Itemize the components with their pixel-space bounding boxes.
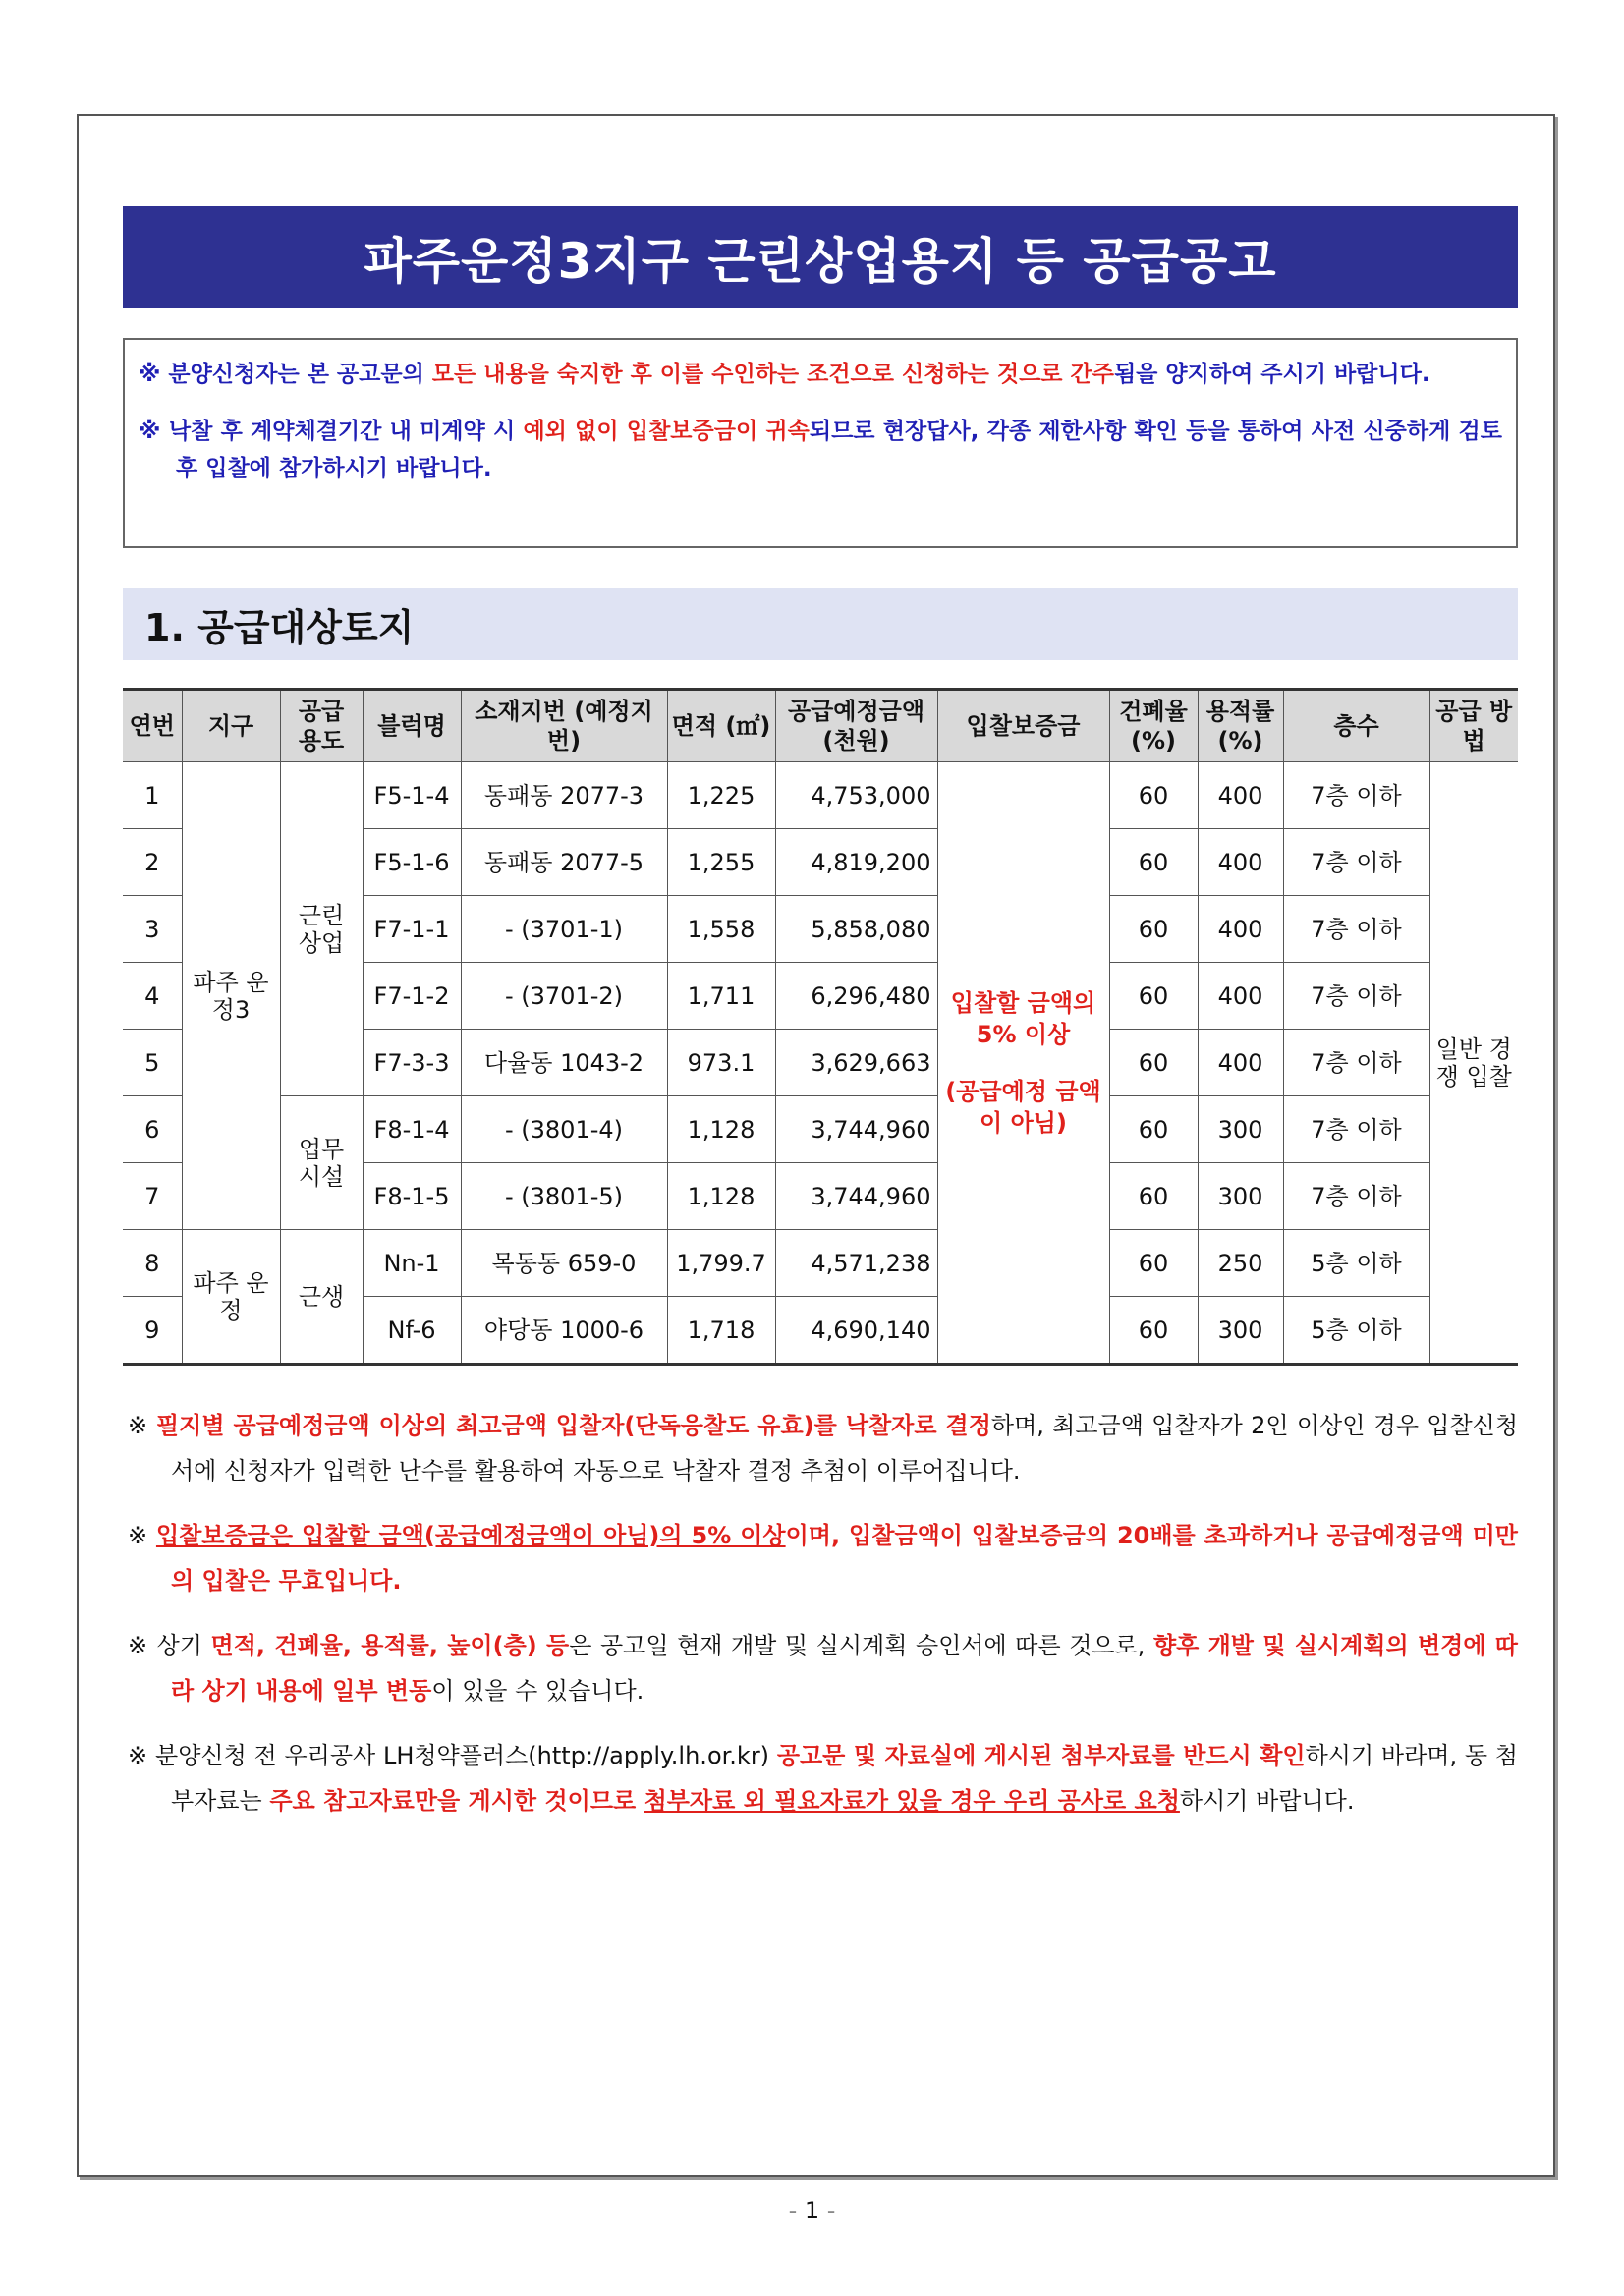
note-2: ※ 입찰보증금은 입찰할 금액(공급예정금액이 아님)의 5% 이상이며, 입찰금액이 입찰보증금의 20배를 초과하거나 공급예정금액 미만의 입찰은 무효입니다. xyxy=(128,1522,1518,1595)
cell-bcr: 60 xyxy=(1109,1230,1198,1297)
header-bcr: 건폐율 (%) xyxy=(1109,690,1198,762)
cell-floors: 7층 이하 xyxy=(1283,1096,1429,1163)
cell-floors: 7층 이하 xyxy=(1283,1163,1429,1230)
cell-area: 1,799.7 xyxy=(667,1230,775,1297)
cell-area: 1,711 xyxy=(667,963,775,1030)
cell-no: 4 xyxy=(123,963,182,1030)
notes-section xyxy=(128,1403,1518,1843)
cell-area: 973.1 xyxy=(667,1030,775,1096)
cell-floors: 7층 이하 xyxy=(1283,829,1429,896)
header-address: 소재지번 (예정지번) xyxy=(461,690,667,762)
cell-area: 1,128 xyxy=(667,1163,775,1230)
cell-block: F8-1-5 xyxy=(363,1163,461,1230)
cell-address: 동패동 2077-5 xyxy=(461,829,667,896)
cell-area: 1,718 xyxy=(667,1297,775,1365)
section-title: 1. 공급대상토지 xyxy=(123,588,1518,660)
cell-floors: 7층 이하 xyxy=(1283,762,1429,829)
note-1: ※ 필지별 공급예정금액 이상의 최고금액 입찰자(단독응찰도 유효)를 낙찰자로 결정하며, 최고금액 입찰자가 2인 이상인 경우 입찰신청서에 신청자가 입력한 난수를 활용하여 자동으로 낙찰자 결정 추첨이 이루어집니다. xyxy=(128,1412,1518,1484)
cell-price: 6,296,480 xyxy=(775,963,937,1030)
cell-bcr: 60 xyxy=(1109,1096,1198,1163)
cell-bcr: 60 xyxy=(1109,896,1198,963)
cell-address: - (3701-1) xyxy=(461,896,667,963)
cell-floors: 7층 이하 xyxy=(1283,1030,1429,1096)
cell-usage: 근린 상업 xyxy=(280,762,363,1096)
note-4: ※ 분양신청 전 우리공사 LH청약플러스(http://apply.lh.or.kr) 공고문 및 자료실에 게시된 첨부자료를 반드시 확인하시기 바라며, 동 첨부자료는 주요 참고자료만을 게시한 것이므로 첨부자료 외 필요자료가 있을 경우 우리 공사로 요청하시기 바랍니다. xyxy=(128,1742,1518,1815)
cell-block: F7-3-3 xyxy=(363,1030,461,1096)
cell-far: 400 xyxy=(1198,963,1283,1030)
cell-price: 3,629,663 xyxy=(775,1030,937,1096)
cell-bcr: 60 xyxy=(1109,1163,1198,1230)
cell-block: F5-1-4 xyxy=(363,762,461,829)
cell-usage: 근생 xyxy=(280,1230,363,1365)
cell-price: 4,571,238 xyxy=(775,1230,937,1297)
cell-bcr: 60 xyxy=(1109,1030,1198,1096)
header-far: 용적률 (%) xyxy=(1198,690,1283,762)
header-deposit: 입찰보증금 xyxy=(937,690,1109,762)
supply-land-table xyxy=(123,688,1518,1366)
cell-price: 4,753,000 xyxy=(775,762,937,829)
page-title: 파주운정3지구 근린상업용지 등 공급공고 xyxy=(123,206,1518,308)
header-district: 지구 xyxy=(182,690,280,762)
cell-area: 1,225 xyxy=(667,762,775,829)
cell-method: 일반 경쟁 입찰 xyxy=(1429,762,1518,1365)
cell-block: Nn-1 xyxy=(363,1230,461,1297)
cell-area: 1,255 xyxy=(667,829,775,896)
header-method: 공급 방법 xyxy=(1429,690,1518,762)
cell-address: 목동동 659-0 xyxy=(461,1230,667,1297)
header-area: 면적 (㎡) xyxy=(667,690,775,762)
note-3: ※ 상기 면적, 건폐율, 용적률, 높이(층) 등은 공고일 현재 개발 및 실시계획 승인서에 따른 것으로, 향후 개발 및 실시계획의 변경에 따라 상기 내용에 일부 변동이 있을 수 있습니다. xyxy=(128,1632,1518,1705)
cell-far: 400 xyxy=(1198,896,1283,963)
cell-bcr: 60 xyxy=(1109,963,1198,1030)
cell-area: 1,128 xyxy=(667,1096,775,1163)
cell-price: 4,690,140 xyxy=(775,1297,937,1365)
cell-price: 3,744,960 xyxy=(775,1096,937,1163)
cell-no: 6 xyxy=(123,1096,182,1163)
header-no: 연번 xyxy=(123,690,182,762)
cell-bcr: 60 xyxy=(1109,762,1198,829)
table-row xyxy=(123,762,1518,829)
cell-district: 파주 운정3 xyxy=(182,762,280,1230)
cell-no: 1 xyxy=(123,762,182,829)
cell-block: F7-1-2 xyxy=(363,963,461,1030)
cell-block: Nf-6 xyxy=(363,1297,461,1365)
header-price: 공급예정금액 (천원) xyxy=(775,690,937,762)
cell-no: 3 xyxy=(123,896,182,963)
deposit-main: 입찰할 금액의 5% 이상 xyxy=(950,988,1096,1048)
cell-far: 400 xyxy=(1198,1030,1283,1096)
notice-1: ※ 분양신청자는 본 공고문의 모든 내용을 숙지한 후 이를 수인하는 조건으로 신청하는 것으로 간주됨을 양지하여 주시기 바랍니다. xyxy=(139,362,1430,387)
cell-block: F7-1-1 xyxy=(363,896,461,963)
cell-no: 8 xyxy=(123,1230,182,1297)
cell-no: 5 xyxy=(123,1030,182,1096)
header-usage: 공급 용도 xyxy=(280,690,363,762)
cell-deposit xyxy=(937,762,1109,1365)
header-block: 블럭명 xyxy=(363,690,461,762)
cell-area: 1,558 xyxy=(667,896,775,963)
cell-far: 400 xyxy=(1198,829,1283,896)
cell-no: 9 xyxy=(123,1297,182,1365)
cell-usage: 업무 시설 xyxy=(280,1096,363,1230)
notice-box xyxy=(123,338,1518,548)
cell-district: 파주 운정 xyxy=(182,1230,280,1365)
header-floors: 층수 xyxy=(1283,690,1429,762)
cell-no: 7 xyxy=(123,1163,182,1230)
cell-address: 동패동 2077-3 xyxy=(461,762,667,829)
deposit-note: (공급예정 금액이 아님) xyxy=(945,1077,1101,1137)
cell-far: 300 xyxy=(1198,1096,1283,1163)
cell-address: - (3801-5) xyxy=(461,1163,667,1230)
cell-price: 5,858,080 xyxy=(775,896,937,963)
cell-price: 4,819,200 xyxy=(775,829,937,896)
cell-address: 야당동 1000-6 xyxy=(461,1297,667,1365)
cell-far: 250 xyxy=(1198,1230,1283,1297)
cell-floors: 5층 이하 xyxy=(1283,1297,1429,1365)
page-number: - 1 - xyxy=(788,2197,836,2224)
notice-2: ※ 낙찰 후 계약체결기간 내 미계약 시 예외 없이 입찰보증금이 귀속되므로 현장답사, 각종 제한사항 확인 등을 통하여 사전 신중하게 검토 후 입찰에 참가하시기 바랍니다. xyxy=(139,419,1502,481)
cell-far: 300 xyxy=(1198,1163,1283,1230)
cell-address: 다율동 1043-2 xyxy=(461,1030,667,1096)
cell-bcr: 60 xyxy=(1109,1297,1198,1365)
table-row xyxy=(123,1230,1518,1297)
cell-price: 3,744,960 xyxy=(775,1163,937,1230)
cell-floors: 7층 이하 xyxy=(1283,896,1429,963)
cell-address: - (3801-4) xyxy=(461,1096,667,1163)
cell-block: F5-1-6 xyxy=(363,829,461,896)
cell-bcr: 60 xyxy=(1109,829,1198,896)
cell-address: - (3701-2) xyxy=(461,963,667,1030)
cell-far: 300 xyxy=(1198,1297,1283,1365)
table-row xyxy=(123,1096,1518,1163)
cell-no: 2 xyxy=(123,829,182,896)
table-header-row xyxy=(123,690,1518,762)
cell-block: F8-1-4 xyxy=(363,1096,461,1163)
cell-floors: 5층 이하 xyxy=(1283,1230,1429,1297)
cell-far: 400 xyxy=(1198,762,1283,829)
cell-floors: 7층 이하 xyxy=(1283,963,1429,1030)
